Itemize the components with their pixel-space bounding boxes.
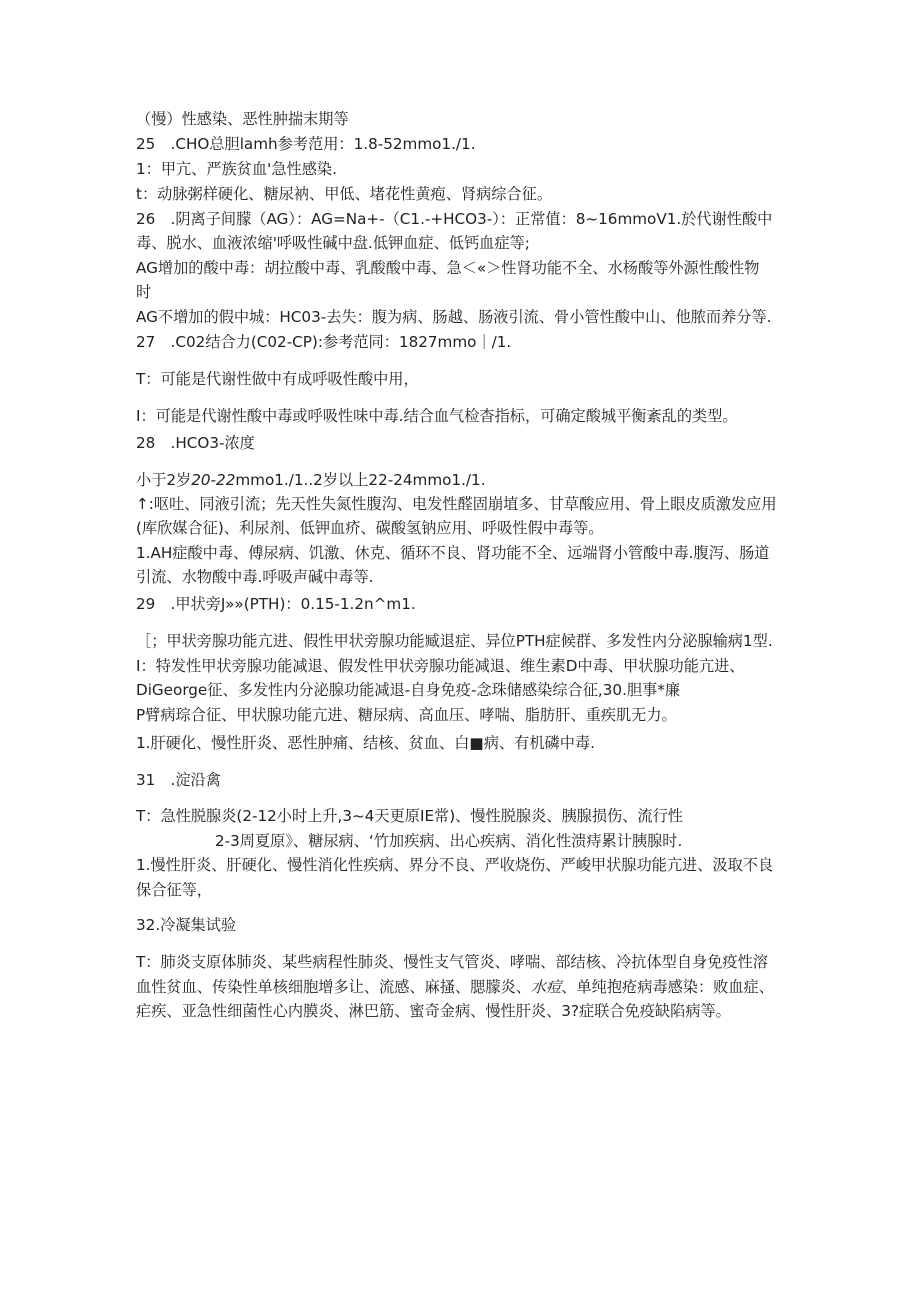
text-line: AG不增加的假中城：HC03-去失：腹为病、肠越、肠液引流、骨小管性酸中山、他脓而养分等. (136, 308, 772, 326)
text-segment: 小于2岁 (136, 471, 192, 489)
text-line: ↑:呕吐、同液引流；先天性失氮性腹沟、电发性醛固崩埴多、甘草酸应用、骨上眼皮质激发应用 (136, 495, 777, 513)
text-line-item-31: 31 .淀沿禽 (136, 771, 221, 789)
text-line-item-29: 29 .甲状旁J»»(PTH)：0.15-1.2n^m1. (136, 595, 416, 613)
text-line: 毒、脱水、血液浓缩'呼吸性碱中盘.低钾血症、低钙血症等; (136, 234, 530, 252)
text-segment: 、单纯抱疮病毒感染：败血症、 (561, 978, 774, 996)
text-line: 2-3周夏原》、糖尿病、‘竹加疾病、出心疾病、消化性溃痔累计胰腺时. (215, 832, 683, 850)
text-line: t：动脉粥样硬化、糖尿衲、甲低、堵花性黄疱、肾病综合征。 (136, 185, 553, 203)
text-line: 1.肝硬化、慢性肝炎、恶性肿痛、结核、贫血、白■病、有机磷中毒. (136, 734, 595, 752)
text-line: 1.AH症酸中毒、傅尿病、饥激、休克、循环不良、肾功能不全、远端肾小管酸中毒.腹泻、肠道 (136, 544, 770, 562)
text-line (136, 976, 796, 998)
text-line: 疟疾、亚急性细菌性心内膜炎、淋巴筋、蜜奇金病、慢性肝炎、3?症联合免疫缺陷病等。 (136, 1002, 731, 1020)
text-line: P臂病琮合征、甲状腺功能亢进、糖尿病、高血压、哮喘、脂肪肝、重疾肌无力。 (136, 706, 677, 724)
text-line: T：可能是代谢性做中有成呼吸性酸中用， (136, 370, 419, 388)
text-segment-italic: 水痘 (530, 978, 562, 996)
text-line: DiGeorge征、多发性内分泌腺功能减退-自身免疫-念珠储感染综合征,30.胆事*廉 (136, 681, 681, 699)
text-segment: mmo1./1..2岁以上22-24mmo1./1. (235, 471, 486, 489)
text-line: 时 (136, 283, 152, 301)
text-line: I：特发性甲状旁腺功能减退、假发性甲状旁腺功能减退、维生素D中毒、甲状腺功能亢进、 (136, 657, 745, 675)
text-line: 1：甲亢、严族贫血'急性感染. (136, 160, 337, 178)
text-line: T：肺炎支原体肺炎、某些病程性肺炎、慢性支气管炎、哮喘、部结核、冷抗体型自身免疫性溶 (136, 953, 768, 971)
text-segment-italic: 20-22 (191, 471, 236, 489)
text-line: 引流、水物酸中毒.呼吸声碱中毒等. (136, 568, 374, 586)
text-line: (库欣媒合征)、利尿剂、低钾血疥、碳酸氢钠应用、呼吸性假中毒等。 (136, 519, 604, 537)
text-line-item-26: 26 .阴离子间朦（AG）：AG=Na+-（C1.-+HCO3-）：正常值：8~16mmoV1.於代谢性酸中 (136, 210, 773, 228)
text-line: T：急性脱腺炎(2-12小时上升,3~4天更原IE常)、慢性脱腺炎、胰腺损伤、流行性 (136, 807, 683, 825)
text-line: ［；甲状旁腺功能亢进、假性甲状旁腺功能臧退症、异位PTH症候群、多发性内分泌腺输病1型. (136, 632, 773, 650)
text-line-item-25: 25 .CHO总胆lamh参考范用：1.8-52mmo1./1. (136, 135, 476, 153)
text-line: AG增加的酸中毒：胡拉酸中毒、乳酸酸中毒、急＜«＞性肾功能不全、水杨酸等外源性酸性物 (136, 259, 760, 277)
text-line: （慢）性感染、恶性肿揣末期等 (136, 110, 349, 128)
text-line: I：可能是代谢性酸中毒或呼吸性味中毒.结合血气检杳指标，可确定酸城平衡紊乱的类型。 (136, 407, 738, 425)
text-segment: 血性贫血、传染性单核细胞增多让、流感、麻搔、腮朦炎、 (136, 978, 531, 996)
text-line-item-27: 27 .C02结合力(C02-CP):参考范同：1827mmo｜/1. (136, 333, 512, 351)
text-line-item-32: 32.冷凝集试验 (136, 916, 237, 934)
text-line: 保合征等， (136, 881, 212, 899)
text-line (136, 469, 796, 491)
text-line-item-28: 28 .HCO3-浓度 (136, 434, 255, 452)
text-line: 1.慢性肝炎、肝硬化、慢性消化性疾病、界分不良、严收烧伤、严峻甲状腺功能亢进、汲取不良 (136, 856, 774, 874)
